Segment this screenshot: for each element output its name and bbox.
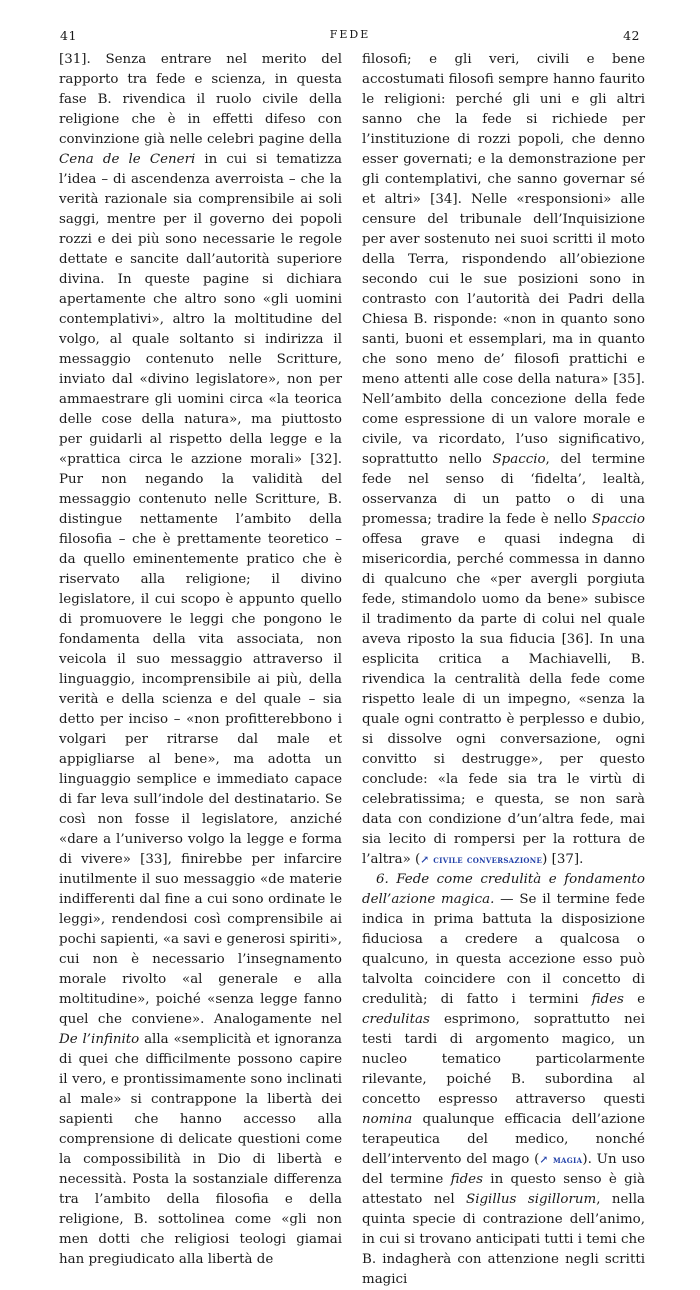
text-run: e [623,992,645,1007]
text-run: , nella quinta specie di contrazione dell’animo, in cui si trovano anticipati tutti i temi che B. indagherà con attenzione negli scritti magici [362,1192,645,1287]
italic-text: credulitas [362,1012,430,1027]
italic-text: Spaccio [591,512,645,527]
section-6-credulity [362,870,645,1290]
right-column [362,50,645,1290]
italic-text: fides [591,992,624,1007]
running-title: FEDE [329,28,371,41]
text-run: — Se il termine fede indica in prima battuta la disposizione fiduciosa a credere a qualcosa o qualcuno, in questa accezione esso può talvolta coincidere con il concetto di credulità; di fatto i termini [362,892,645,1007]
italic-text: 6. Fede come credulità e fondamento dell’azione magica. [362,872,645,907]
text-run: , del termine fede nel senso di ‘fidelta’, lealtà, osservanza di un patto o di una promessa; tradire la fede è nello [362,452,645,527]
text-run: alla «semplicità et ignoranza di quei che difficilmente possono capire il vero, e prontissimamente sono inclinati al male» si contrappone la libertà dei sapienti che hanno accesso alla comprensione di delicate questioni come la compossibilità in Dio di libertà e necessità. Posta la sostanziale differenza tra l’ambito della filosofia e della religione, B. sottolinea come «gli non men dotti che religiosi teologi giamai han pregiudicato alla libertà de [59,1032,342,1267]
text-run: in cui si tematizza l’idea – di ascendenza averroista – che la verità razionale sia comprensibile ai soli saggi, mentre per il governo dei popoli rozzi e dei più sono necessarie le regole dettate e sancite dall’autorità superiore divina. In queste pagine si dichiara apertamente che altro sono «gli uomini contemplativi», altro la moltitudine del volgo, al quale soltanto si indirizza il messaggio contenuto nelle Scritture, inviato dal «divino legislatore», non per ammaestrare gli uomini circa «la teorica delle cose della natura», ma piuttosto per guidarli al rispetto della legge e la «prattica circa le azzione morali» [32]. Pur non negando la validità del messaggio contenuto nelle Scritture, B. distingue nettamente l’ambito della filosofia – che è prettamente teoretico – da quello eminentemente pratico che è riservato alla religione; il divino legislatore, il cui scopo è appunto quello di promuovere le leggi che pongono le fondamenta della vita associata, non veicola il suo messaggio attraverso il linguaggio, incomprensibile ai più, della verità e della scienza e del quale – sia detto per inciso – «non profitterebbono i volgari per ritrarse dal male et appigliarse al bene», ma adotta un linguaggio semplice e immediato capace di far leva sull’indole del destinatario. Se così non fosse il legislatore, anziché «dare a l’universo volgo la legge e forma di vivere» [33], finirebbe per infarcire inutilmente il suo messaggio «de materie indifferenti dal fine a cui sono ordinate le leggi», rendendosi così comprensibile ai pochi sapienti, «a savi e generosi spiriti», cui non è necessario l’insegnamento morale rivolto «al generale e alla moltitudine», poiché «senza legge fanno quel che conviene». Analogamente nel [59,152,342,1027]
text-run: qualunque efficacia dell’azione terapeutica del medico, nonché dell’intervento del mago ( [362,1112,645,1167]
italic-text: Sigillus sigillorum [466,1192,597,1207]
text-run: in questo senso è già attestato nel [362,1172,646,1207]
italic-text: De l’infinito [59,1032,140,1047]
paragraph-faith-as-loyalty [362,50,645,870]
italic-text: Spaccio [492,452,546,467]
italic-text: Cena de le Ceneri [59,152,196,167]
text-run: ) [37]. [542,852,584,867]
cross-reference-link[interactable]: ↗ civile conversazione [420,854,543,866]
page-number-left: 41 [60,28,77,43]
paragraph-faith-and-religion [59,50,342,1270]
page-number-right: 42 [623,28,640,43]
left-column [59,50,342,1270]
text-run: offesa grave e quasi indegna di misericordia, perché commessa in danno di qualcuno che «per avergli porgiuta fede, stimandolo uomo da bene» subisce il tradimento da parte di colui nel quale aveva riposto la sua fiducia [36]. In una esplicita critica a Machiavelli, B. rivendica la centralità della fede come rispetto leale di un impegno, «senza la quale ogni contratto è perplesso e dubio, si dissolve ogni conversazione, ogni convitto si destrugge», per questo conclude: «la fede sia tra le virtù di celebratissima; e questa, se non sarà data con condizione d’un’altra fede, mai sia lecito di rompersi per la rottura de l’altra» ( [362,532,645,867]
text-run: [31]. Senza entrare nel merito del rapporto tra fede e scienza, in questa fase B. rivendica il ruolo civile della religione che è in effetti difeso con convinzione già nelle celebri pagine della [59,52,342,147]
page-header [0,28,700,52]
text-run: ). Un uso del termine [362,1152,645,1187]
text-run: esprimono, soprattutto nei testi tardi di argomento magico, un nucleo tematico particolarmente rilevante, poiché B. subordina al concetto espresso attraverso questi [362,1012,645,1107]
text-run: filosofi; e gli veri, civili e bene accostumati filosofi sempre hanno faurito le religioni: perché gli uni e gli altri sanno che la fede si richiede per l’instituzione di rozzi popoli, che denno esser governati; e la demonstrazione per gli contemplativi, che sanno governar sé et altri» [34]. Nelle «responsioni» alle censure del tribunale dell’Inquisizione per aver sostenuto nei suoi scritti il moto della Terra, rispondendo all’obiezione secondo cui le sue posizioni sono in contrasto con l’autorità dei Padri della Chiesa B. risponde: «non in quanto sono santi, buoni et essemplari, ma in quanto che sono meno de’ filosofi prattichi e meno attenti alle cose della natura» [35]. Nell’ambito della concezione della fede come espressione di un valore morale e civile, va ricordato, l’uso significativo, soprattutto nello [362,52,645,467]
cross-reference-link[interactable]: ↗ magia [539,1154,583,1166]
italic-text: nomina [362,1112,413,1127]
italic-text: fides [450,1172,483,1187]
